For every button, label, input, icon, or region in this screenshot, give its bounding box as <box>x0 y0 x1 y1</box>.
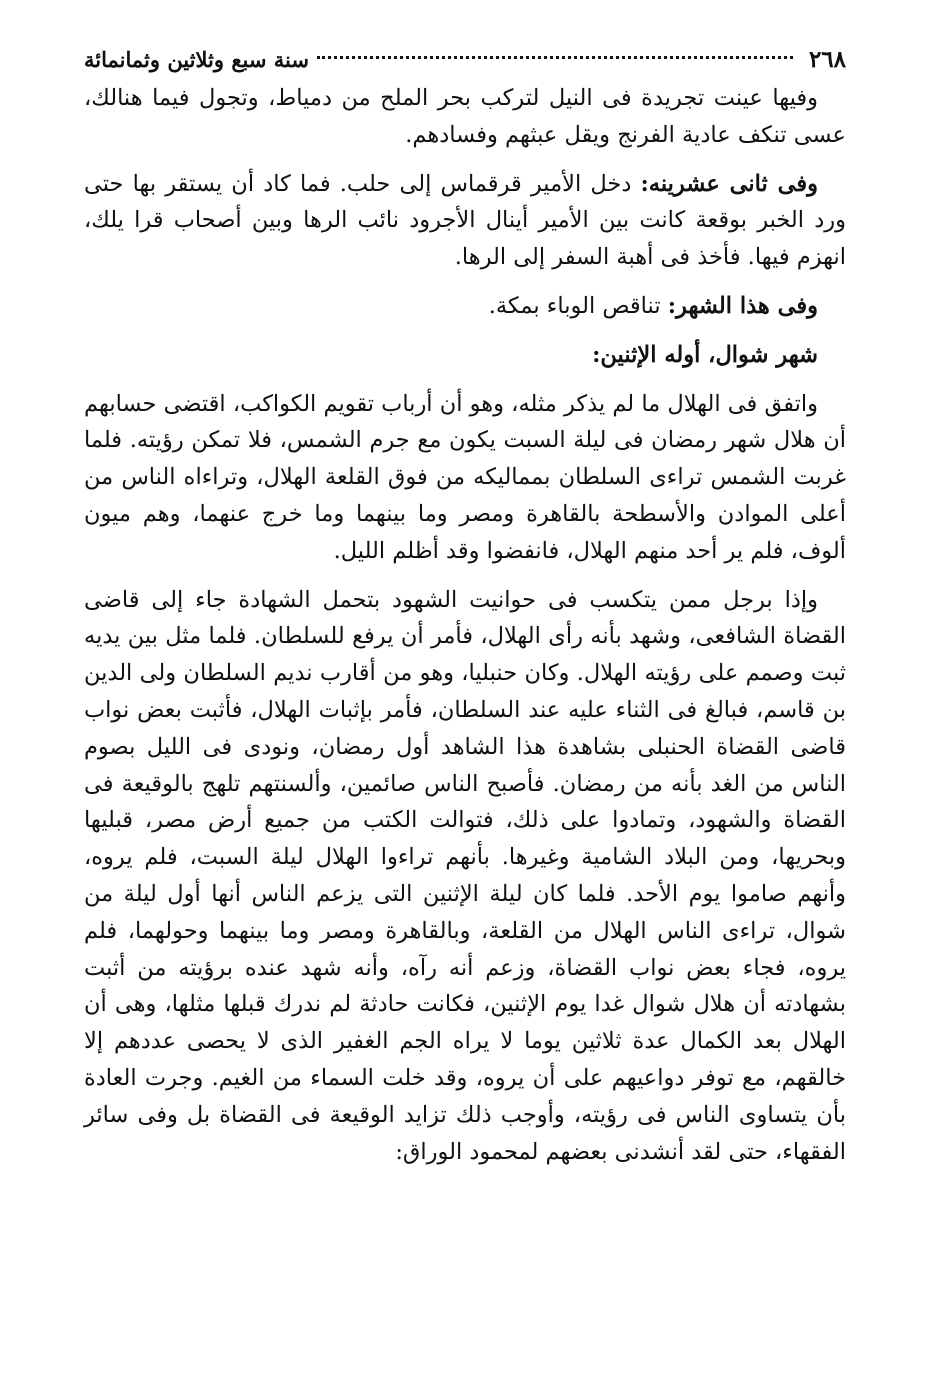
page-number: ٢٦٨ <box>808 46 846 73</box>
page-header <box>84 40 846 80</box>
paragraph-3 <box>84 288 846 325</box>
document-page <box>84 40 846 1170</box>
paragraph-2-text: دخل الأمير قرقماس إلى حلب. فما كاد أن يستقر بها حتى ورد الخبر بوقعة كانت بين الأمير أينال الأجرود نائب الرها وبين أصحاب قرا يلك، انهزم فيها. فأخذ فى أهبة السفر إلى الرها. <box>84 170 846 271</box>
month-heading: شهر شوال، أوله الإثنين: <box>592 341 818 368</box>
paragraph-5: وإذا برجل ممن يتكسب فى حوانيت الشهود بتحمل الشهادة جاء إلى قاضى القضاة الشافعى، وشهد بأنه رأى الهلال، فأمر أن يرفع للسلطان. فلما مثل بين يديه ثبت وصمم على رؤيته الهلال. وكان حنبليا، وهو من أقارب نديم السلطان ولى الدين بن قاسم، فبالغ فى الثناء عليه عند السلطان، فأمر بإثبات الهلال، فأثبت بعض نواب قاضى القضاة الحنبلى بشاهدة هذا الشاهد أول رمضان، ونودى فى الليل بصوم الناس من الغد بأنه من رمضان. فأصبح الناس صائمين، وألسنتهم تلهج بالوقيعة فى القضاة والشهود، وتمادوا على ذلك، فتوالت الكتب من جميع أرض مصر، قبليها وبحريها، ومن البلاد الشامية وغيرها. بأنهم تراءوا الهلال ليلة السبت، فلم يروه، وأنهم صاموا يوم الأحد. فلما كان ليلة الإثنين التى يزعم الناس أنها أول ليلة من شوال، تراءى الناس الهلال من القلعة، وبالقاهرة ومصر وما بينهما وحولهما، فلم يروه، فجاء بعض نواب القضاة، وزعم أنه رآه، وأنه شهد عنده برؤيته من أثبت بشهادته أن هلال شوال غدا يوم الإثنين، فكانت حادثة لم ندرك قبلها مثلها، وهى أن الهلال بعد الكمال عدة ثلاثين يوما لا يراه الجم الغفير الذى لا يحصى عددهم إلا خالقهم، مع توفر دواعيهم على أن يروه، وقد خلت السماء من الغيم. وجرت العادة بأن يتساوى الناس فى رؤيته، وأوجب ذلك تزايد الوقيعة فى القضاة بل وفى سائر الفقهاء، حتى لقد أنشدنى بعضهم لمحمود الوراق: <box>84 586 846 1165</box>
paragraph-3-text: تناقص الوباء بمكة. <box>488 292 668 319</box>
paragraph-4: واتفق فى الهلال ما لم يذكر مثله، وهو أن أرباب تقويم الكواكب، اقتضى حسابهم أن هلال شهر رمضان فى ليلة السبت يكون مع جرم الشمس، فلا تمكن رؤيته. فلما غربت الشمس تراءى السلطان بمماليكه من فوق القلعة الهلال، وتراءاه الناس من أعلى الموادن والأسطحة بالقاهرة ومصر وما بينهما وما خرج عنهما، وهم ميون ألوف، فلم ير أحد منهم الهلال، فانفضوا وقد أظلم الليل. <box>84 390 846 564</box>
dotted-leader <box>317 56 793 59</box>
paragraph-2-lead: وفى ثانى عشرينه: <box>640 170 818 197</box>
paragraph-2 <box>84 166 846 276</box>
paragraph-1: وفيها عينت تجريدة فى النيل لتركب بحر الملح من دمياط، وتجول فيما هنالك، عسى تنكف عادية الفرنج ويقل عبثهم وفسادهم. <box>84 85 846 148</box>
paragraph-3-lead: وفى هذا الشهر: <box>667 292 818 319</box>
running-title: سنة سبع وثلاثين وثمانمائة <box>84 47 309 72</box>
